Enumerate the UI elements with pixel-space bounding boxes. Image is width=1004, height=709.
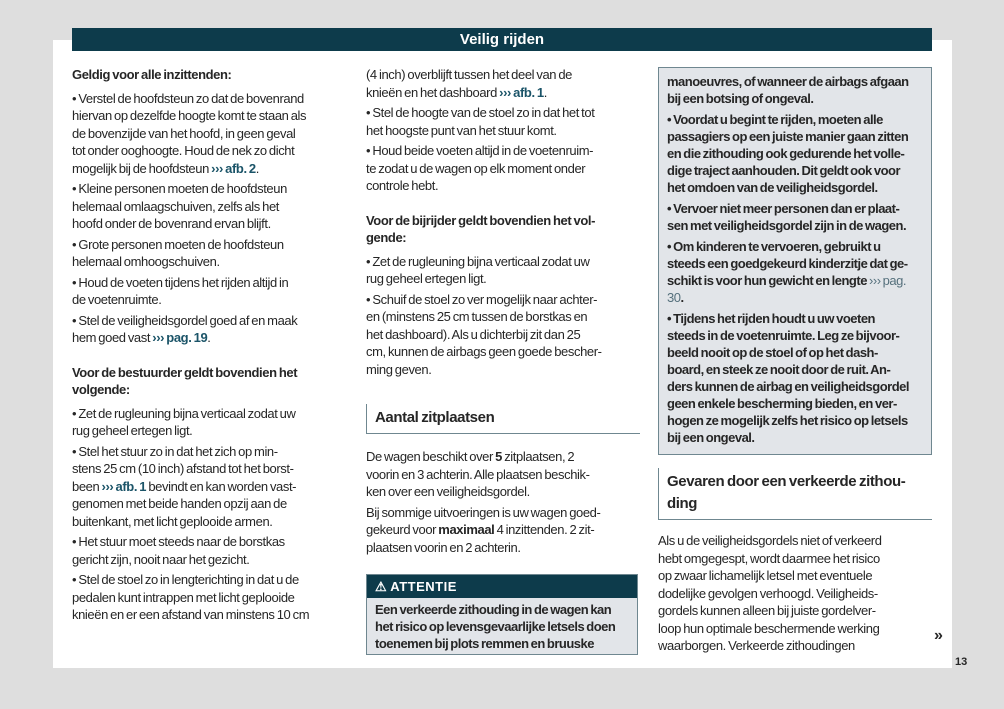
text-run: Geldig voor alle inzittenden:: [72, 67, 232, 82]
text-run: Voor de bestuurder geldt bovendien het volgende:: [72, 364, 298, 397]
text-run: • Grote personen moeten de hoofdsteun helemaal omhoogschuiven.: [72, 236, 284, 269]
text-run: (4 inch) overblijft tussen het deel van de knieën en het dashboard: [366, 67, 572, 100]
bold-text: maximaal: [438, 522, 495, 537]
paragraph-heading: [658, 468, 932, 520]
text-run: .: [255, 160, 259, 176]
section-header: Veilig rijden: [72, 28, 932, 51]
bullet-item: [366, 142, 640, 195]
text-run: • Om kinderen te vervoeren, gebruikt u steeds een goedgekeurd kinderzitje dat ge- schikt is voor hun gewicht en lengte: [667, 239, 908, 288]
text-run: Voor de bijrijder geldt bovendien het vol- gende:: [366, 212, 596, 245]
text-run: • Houd de voeten tijdens het rijden altijd in de voetenruimte.: [72, 274, 289, 307]
bullet-item: [72, 274, 346, 309]
text-run: bevindt en kan worden vast- genomen met beide handen opzij aan de buitenkant, met licht geplooide armen.: [72, 478, 297, 529]
cross-reference-link[interactable]: ››› pag. 30: [667, 273, 906, 305]
paragraph: [366, 66, 640, 101]
warning-bullet: [667, 111, 923, 196]
warning-box: [366, 574, 638, 655]
page-number: 13: [955, 656, 968, 668]
column-2: [366, 66, 640, 559]
text-run: .: [207, 330, 211, 345]
bullet-item: [366, 291, 640, 379]
text-run: • Zet de rugleuning bijna verticaal zodat uw rug geheel ertegen ligt.: [366, 253, 590, 286]
text-run: • Houd beide voeten altijd in de voetenruim- te zodat u de wagen op elk moment onder controle hebt.: [366, 143, 594, 193]
bullet-item: [72, 533, 346, 568]
warning-bullet: [667, 73, 923, 107]
bullet-item: [366, 253, 640, 288]
bold-text: 5: [495, 449, 502, 464]
paragraph-heading: [72, 364, 346, 399]
paragraph: [366, 504, 640, 557]
cross-reference-link[interactable]: ››› afb. 1: [499, 84, 544, 100]
paragraph: [366, 448, 640, 501]
warning-box-continued: [658, 67, 932, 455]
bullet-item: [72, 405, 346, 440]
warning-box-continued-body: [658, 67, 932, 455]
text-run: Aantal zitplaatsen: [375, 409, 495, 426]
cross-reference-link[interactable]: ››› afb. 2: [211, 160, 256, 176]
text-run: • Het stuur moet steeds naar de borstkas gericht zijn, nooit naar het gezicht.: [72, 534, 285, 567]
text-run: • Verstel de hoofdsteun zo dat de bovenrand hiervan op dezelfde hoogte komt te staan als de bovenzijde van het hoofd, in geen geval tot onder ooghoogte. Houd de nek zo dicht mogelijk bij de hoofdsteun: [72, 90, 307, 176]
subsection-heading: [366, 404, 640, 434]
warning-header: [367, 575, 637, 598]
text-run: • Kleine personen moeten de hoofdsteun helemaal omlaagschuiven, zelfs als het hoofd onder de bovenrand ervan blijft.: [72, 181, 287, 231]
warning-bullet: [667, 310, 923, 446]
paragraph: [658, 532, 932, 655]
text-run: 4 inzittenden. 2 zit- plaatsen voorin en 2 achterin.: [366, 522, 595, 555]
text-run: • Stel de veiligheidsgordel goed af en maak hem goed vast: [72, 312, 298, 345]
text-run: Bij sommige uitvoeringen is uw wagen goed- gekeurd voor: [366, 504, 601, 537]
text-run: • Stel de hoogte van de stoel zo in dat het tot het hoogste punt van het stuur komt.: [366, 105, 595, 138]
text-run: .: [680, 290, 684, 305]
warning-bullet: [667, 238, 923, 306]
text-run: De wagen beschikt over: [366, 449, 496, 464]
column-3: [658, 468, 932, 658]
text-run: manoeuvres, of wanneer de airbags afgaan bij een botsing of ongeval.: [667, 74, 909, 106]
bullet-item: [72, 443, 346, 531]
bullet-item: [72, 571, 346, 624]
bullet-item: [72, 180, 346, 233]
text-run: • Zet de rugleuning bijna verticaal zodat uw rug geheel ertegen ligt.: [72, 405, 296, 438]
text-run: • Voordat u begint te rijden, moeten alle passagiers op een juiste manier gaan zitten en die zithouding ook gedurende het volle- dige traject aanhouden. Dit geldt ook voor het omdoen van de veiligheidsgordel.: [667, 112, 909, 195]
bullet-item: [72, 90, 346, 178]
paragraph-heading: [366, 212, 640, 247]
text-run: Als u de veiligheidsgordels niet of verkeerd hebt omgegespt, wordt daarmee het risico op zwaar lichamelijk letsel met eventuele dodelijke gevolgen verhoogd. Veiligheids- gordels kunnen alleen bij juiste gordelver- loop hun optimale beschermende werking waarborgen. Verkeerde zithoudingen: [658, 533, 882, 653]
warning-triangle-icon: ⚠: [375, 579, 388, 594]
text-run: Gevaren door een verkeerde zithou- ding: [667, 473, 906, 512]
cross-reference-link[interactable]: ››› afb. 1: [101, 478, 147, 494]
warning-title: ATTENTIE: [390, 579, 457, 594]
bullet-item: [366, 104, 640, 139]
text-run: .: [543, 84, 547, 100]
cross-reference-link[interactable]: ››› pag. 19: [152, 330, 208, 345]
paragraph-heading: [72, 66, 346, 84]
text-run: • Vervoer niet meer personen dan er plaat- sen met veiligheidsgordel zijn in de wagen.: [667, 201, 907, 233]
text-run: • Stel de stoel zo in lengterichting in dat u de pedalen kunt intrappen met licht geplooide knieën en er een afstand van minstens 10 cm: [72, 572, 310, 622]
column-1: [72, 66, 346, 627]
warning-bullet: [667, 200, 923, 234]
text-run: zitplaatsen, 2 voorin en 3 achterin. Alle plaatsen beschik- ken over een veiligheidsgordel.: [366, 449, 590, 499]
bullet-item: [72, 312, 346, 347]
bullet-item: [72, 236, 346, 271]
text-run: • Schuif de stoel zo ver mogelijk naar achter- en (minstens 25 cm tussen de borstkas en het dashboard). Als u dichterbij zit dan 25 cm, kunnen de airbags geen goede bescher- ming geven.: [366, 291, 602, 377]
text-run: • Stel het stuur zo in dat het zich op min- stens 25 cm (10 inch) afstand tot het borst- been: [72, 443, 294, 494]
warning-body: Een verkeerde zithouding in de wagen kan het risico op levensgevaarlijke letsels doen toenemen bij plots remmen en bruuske: [375, 602, 616, 651]
continue-mark: »: [934, 627, 943, 644]
text-run: • Tijdens het rijden houdt u uw voeten steeds in de voetenruimte. Leg ze bijvoor- beeld nooit op de stoel of op het dash- board, en steek ze nooit door de ruit. An- ders kunnen de airbag en veiligheidsgordel geen enkele bescherming bieden, en ver- hogen ze mogelijk zelfs het risico op letsels bij een ongeval.: [667, 311, 910, 445]
